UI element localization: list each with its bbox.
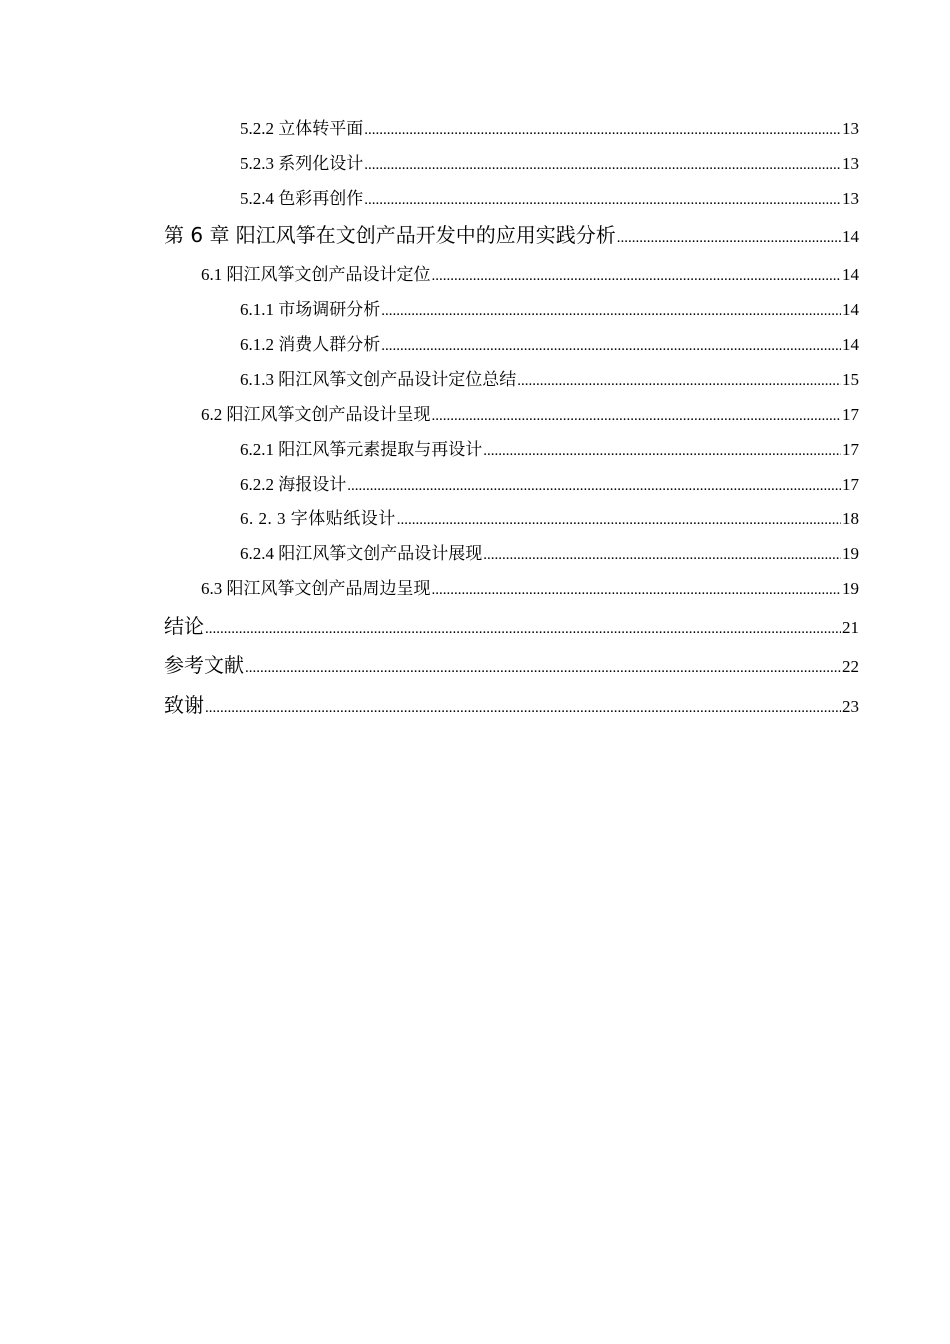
toc-entry-title: 6.1 阳江风筝文创产品设计定位	[201, 265, 431, 284]
toc-dot-leader	[381, 338, 841, 355]
toc-entry-title: 6.3 阳江风筝文创产品周边呈现	[201, 579, 431, 598]
toc-entry-page: 21	[842, 618, 859, 637]
toc-entry[interactable]	[201, 574, 859, 599]
toc-entry-title: 5.2.2 立体转平面	[240, 119, 364, 138]
toc-entry[interactable]	[240, 295, 859, 320]
toc-dot-leader	[517, 373, 841, 390]
toc-entry[interactable]	[240, 504, 859, 529]
toc-entry-page: 18	[842, 509, 859, 528]
toc-entry-page: 14	[842, 300, 859, 319]
toc-dot-leader	[432, 268, 842, 285]
toc-dot-leader	[483, 443, 841, 460]
toc-entry-page: 17	[842, 440, 859, 459]
toc-entry[interactable]	[240, 149, 859, 174]
toc-dot-leader	[245, 660, 841, 677]
toc-dot-leader	[364, 157, 841, 174]
toc-entry[interactable]	[240, 365, 859, 390]
toc-dot-leader	[364, 122, 841, 139]
toc-entry[interactable]	[240, 470, 859, 495]
toc-entry-title: 参考文献	[164, 653, 244, 677]
toc-entry[interactable]	[201, 260, 859, 285]
toc-dot-leader	[364, 192, 841, 209]
toc-entry-title: 6.1.1 市场调研分析	[240, 300, 381, 319]
toc-dot-leader	[397, 512, 841, 529]
toc-dot-leader	[205, 700, 841, 717]
toc-entry-page: 14	[842, 265, 859, 284]
toc-entry-page: 19	[842, 579, 859, 598]
toc-entry-title: 5.2.4 色彩再创作	[240, 189, 364, 208]
toc-entry-title: 5.2.3 系列化设计	[240, 154, 364, 173]
toc-dot-leader	[347, 478, 841, 495]
toc-entry-title: 6.1.2 消费人群分析	[240, 335, 381, 354]
toc-entry[interactable]	[240, 435, 859, 460]
toc-entry[interactable]	[240, 114, 859, 139]
toc-entry-title: 6.2.2 海报设计	[240, 475, 347, 494]
toc-entry-page: 13	[842, 154, 859, 173]
toc-entry[interactable]	[240, 330, 859, 355]
toc-dot-leader	[432, 582, 842, 599]
toc-entry-page: 14	[842, 335, 859, 354]
toc-chapter-entry[interactable]	[164, 689, 859, 718]
toc-entry-page: 23	[842, 697, 859, 716]
toc-entry-title: 6.1.3 阳江风筝文创产品设计定位总结	[240, 370, 517, 389]
toc-entry-page: 13	[842, 189, 859, 208]
toc-entry-title: 6.2.4 阳江风筝文创产品设计展现	[240, 544, 483, 563]
toc-entry-title: 结论	[164, 614, 204, 638]
toc-entry-title: 致谢	[164, 693, 204, 717]
toc-dot-leader	[483, 547, 841, 564]
toc-entry-page: 14	[842, 227, 859, 246]
toc-chapter-entry[interactable]	[164, 649, 859, 678]
toc-entry[interactable]	[240, 184, 859, 209]
toc-dot-leader	[617, 230, 841, 247]
toc-entry-page: 13	[842, 119, 859, 138]
toc-chapter-entry[interactable]	[164, 219, 859, 248]
toc-entry-title: 6.2 阳江风筝文创产品设计呈现	[201, 405, 431, 424]
toc-entry-page: 17	[842, 405, 859, 424]
toc-entry-title: 6. 2. 3 字体贴纸设计	[240, 509, 396, 528]
toc-entry[interactable]	[240, 539, 859, 564]
toc-entry-title: 第 6 章 阳江风筝在文创产品开发中的应用实践分析	[164, 223, 616, 247]
toc-dot-leader	[381, 303, 841, 320]
toc-dot-leader	[432, 408, 842, 425]
toc-entry-page: 15	[842, 370, 859, 389]
toc-dot-leader	[205, 621, 841, 638]
toc-entry[interactable]	[201, 400, 859, 425]
toc-entry-title: 6.2.1 阳江风筝元素提取与再设计	[240, 440, 483, 459]
toc-entry-page: 17	[842, 475, 859, 494]
toc-chapter-entry[interactable]	[164, 610, 859, 639]
toc-entry-page: 22	[842, 657, 859, 676]
toc-entry-page: 19	[842, 544, 859, 563]
